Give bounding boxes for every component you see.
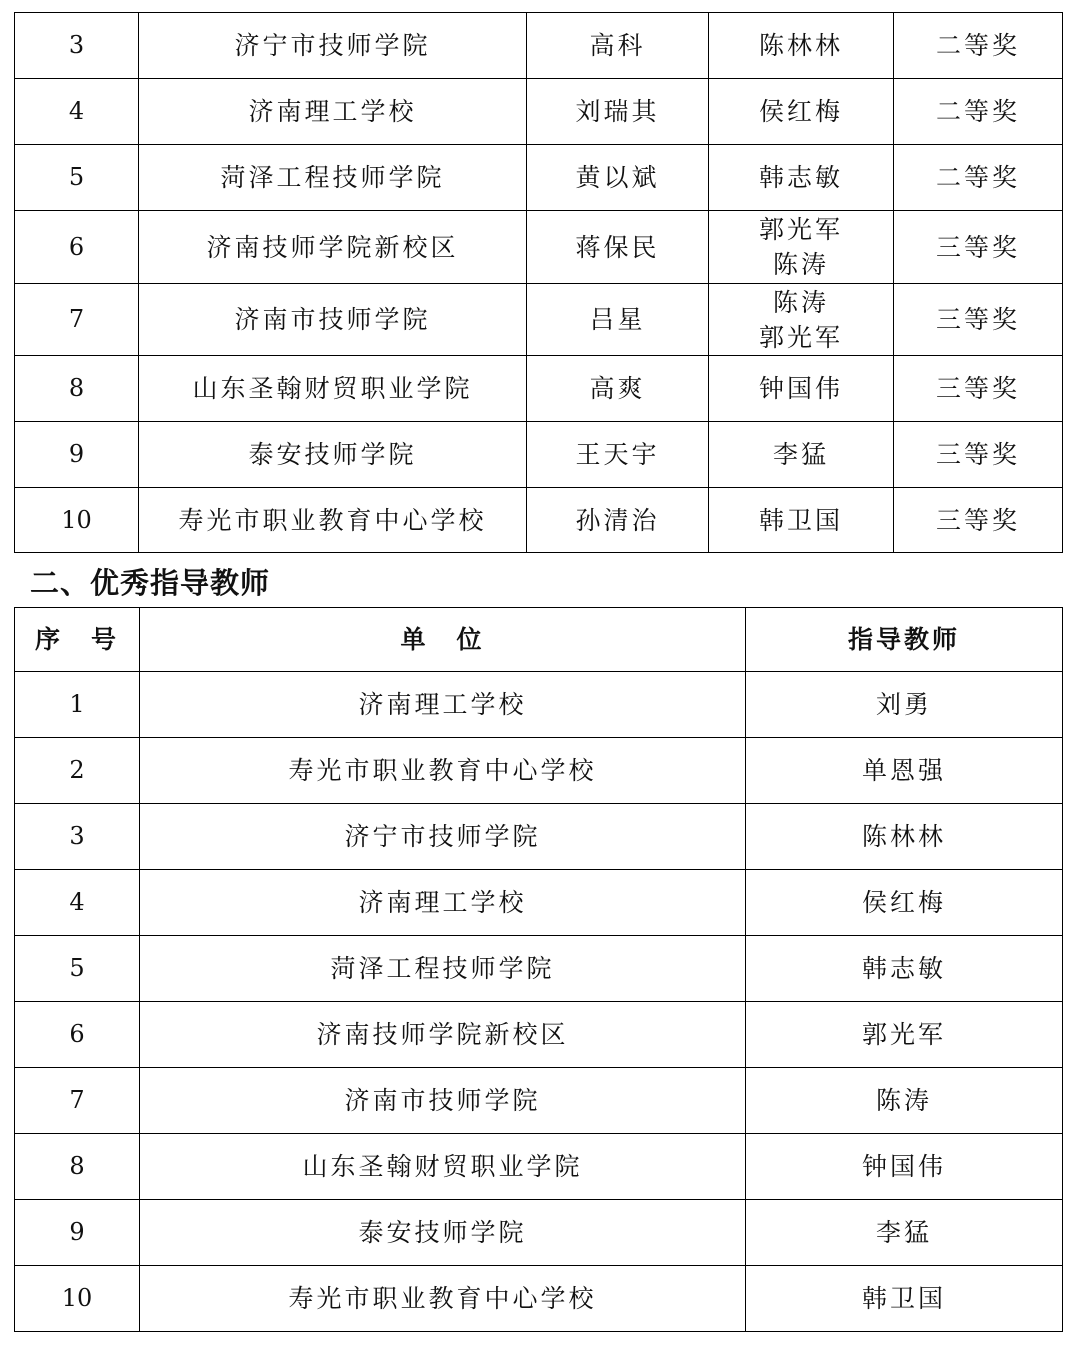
student-name: 孙清治	[527, 488, 709, 553]
row-number: 7	[15, 284, 139, 356]
row-number: 9	[15, 1200, 140, 1266]
teacher-names	[709, 211, 894, 284]
unit-name: 菏泽工程技师学院	[140, 936, 746, 1002]
row-number: 8	[15, 356, 139, 422]
teacher-name: 陈涛	[746, 1068, 1063, 1134]
table-row	[15, 211, 1063, 284]
unit-name: 济南市技师学院	[139, 284, 527, 356]
table-row	[15, 1068, 1063, 1134]
teacher-name: 韩卫国	[758, 505, 843, 535]
teacher-name: 李猛	[746, 1200, 1063, 1266]
student-name: 高爽	[527, 356, 709, 422]
table-row	[15, 145, 1063, 211]
header-no: 序 号	[15, 608, 140, 672]
award-level: 三等奖	[894, 422, 1063, 488]
row-number: 10	[15, 1266, 140, 1332]
teacher-name: 陈涛	[772, 250, 829, 279]
row-number: 6	[15, 211, 139, 284]
award-level: 三等奖	[894, 488, 1063, 553]
teacher-name: 钟国伟	[746, 1134, 1063, 1200]
row-number: 5	[15, 145, 139, 211]
row-number: 4	[15, 79, 139, 145]
student-name: 刘瑞其	[527, 79, 709, 145]
teacher-name: 韩卫国	[746, 1266, 1063, 1332]
unit-name: 济宁市技师学院	[139, 13, 527, 79]
unit-name: 泰安技师学院	[140, 1200, 746, 1266]
teacher-names	[709, 356, 894, 422]
row-number: 3	[15, 13, 139, 79]
table-row	[15, 488, 1063, 553]
teacher-names	[709, 284, 894, 356]
table-header-row	[15, 608, 1063, 672]
table-row	[15, 738, 1063, 804]
row-number: 8	[15, 1134, 140, 1200]
teacher-name: 单恩强	[746, 738, 1063, 804]
row-number: 6	[15, 1002, 140, 1068]
unit-name: 济南理工学校	[140, 672, 746, 738]
award-level: 三等奖	[894, 284, 1063, 356]
unit-name: 济南理工学校	[140, 870, 746, 936]
table-row	[15, 804, 1063, 870]
row-number: 4	[15, 870, 140, 936]
unit-name: 济南市技师学院	[140, 1068, 746, 1134]
teacher-name: 韩志敏	[758, 163, 843, 192]
unit-name: 济南理工学校	[139, 79, 527, 145]
student-name: 吕星	[527, 284, 709, 356]
teacher-name: 侯红梅	[758, 97, 843, 126]
unit-name: 寿光市职业教育中心学校	[139, 488, 527, 553]
table-row	[15, 870, 1063, 936]
award-level: 二等奖	[894, 79, 1063, 145]
section-title: 二、优秀指导教师	[30, 566, 271, 600]
award-level: 二等奖	[894, 13, 1063, 79]
teacher-name: 陈林林	[758, 31, 843, 60]
teacher-name: 侯红梅	[746, 870, 1063, 936]
award-level: 三等奖	[894, 356, 1063, 422]
table-row	[15, 1134, 1063, 1200]
teacher-name: 陈涛	[772, 287, 829, 317]
table-row	[15, 1002, 1063, 1068]
unit-name: 济宁市技师学院	[140, 804, 746, 870]
award-level: 三等奖	[894, 211, 1063, 284]
header-unit: 单 位	[140, 608, 746, 672]
student-name: 黄以斌	[527, 145, 709, 211]
teacher-name: 刘勇	[746, 672, 1063, 738]
teacher-name: 韩志敏	[746, 936, 1063, 1002]
header-teacher: 指导教师	[746, 608, 1063, 672]
unit-name: 寿光市职业教育中心学校	[140, 738, 746, 804]
row-number: 3	[15, 804, 140, 870]
row-number: 7	[15, 1068, 140, 1134]
teacher-names	[709, 422, 894, 488]
row-number: 10	[15, 488, 139, 553]
teacher-name: 钟国伟	[758, 374, 843, 403]
teacher-name: 陈林林	[746, 804, 1063, 870]
table-row	[15, 672, 1063, 738]
table-row	[15, 1266, 1063, 1332]
table-row	[15, 79, 1063, 145]
student-name: 蒋保民	[527, 211, 709, 284]
row-number: 5	[15, 936, 140, 1002]
table-row	[15, 1200, 1063, 1266]
teacher-names	[709, 145, 894, 211]
student-name: 王天宇	[527, 422, 709, 488]
teacher-name: 李猛	[772, 440, 829, 469]
unit-name: 菏泽工程技师学院	[139, 145, 527, 211]
unit-name: 济南技师学院新校区	[139, 211, 527, 284]
award-level: 二等奖	[894, 145, 1063, 211]
award-table	[14, 12, 1063, 553]
table-row	[15, 356, 1063, 422]
instructor-table	[14, 607, 1063, 1332]
table-row	[15, 13, 1063, 79]
teacher-name: 郭光军	[746, 1002, 1063, 1068]
table-row	[15, 936, 1063, 1002]
teacher-names	[709, 79, 894, 145]
teacher-names	[709, 488, 894, 553]
unit-name: 山东圣翰财贸职业学院	[140, 1134, 746, 1200]
unit-name: 济南技师学院新校区	[140, 1002, 746, 1068]
unit-name: 寿光市职业教育中心学校	[140, 1266, 746, 1332]
unit-name: 泰安技师学院	[139, 422, 527, 488]
unit-name: 山东圣翰财贸职业学院	[139, 356, 527, 422]
teacher-name: 郭光军	[758, 322, 843, 352]
teacher-names	[709, 13, 894, 79]
row-number: 2	[15, 738, 140, 804]
table-row	[15, 284, 1063, 356]
row-number: 1	[15, 672, 140, 738]
table-row	[15, 422, 1063, 488]
row-number: 9	[15, 422, 139, 488]
teacher-name: 郭光军	[758, 215, 843, 244]
student-name: 高科	[527, 13, 709, 79]
